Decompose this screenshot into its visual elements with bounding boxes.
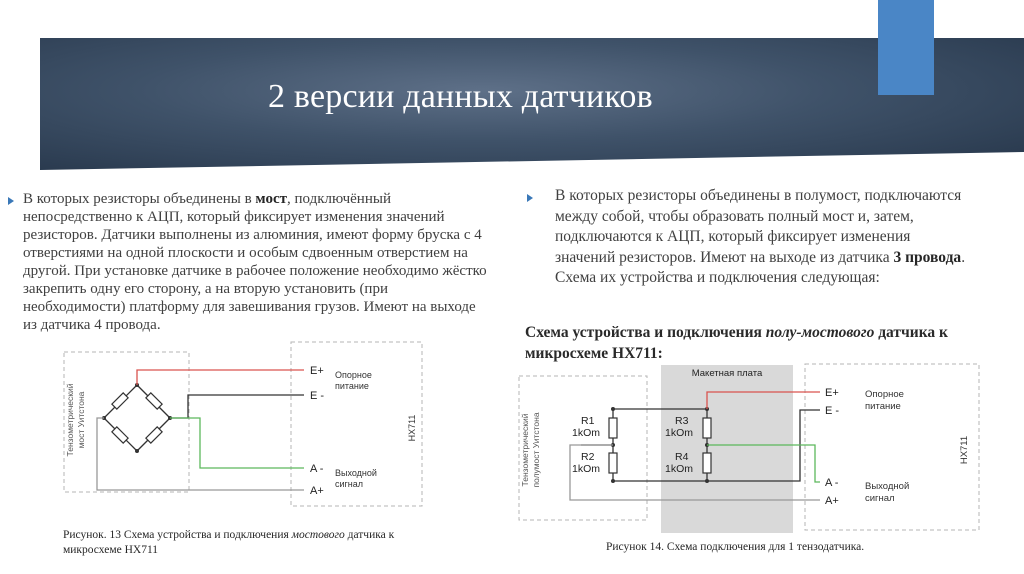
green-wire-a-minus (170, 418, 304, 468)
supply-label-2: питание (865, 401, 901, 412)
caption-text-b: датчика к (344, 529, 395, 541)
supply-label-1: Опорное (335, 370, 372, 380)
left-para-text-b: , подключённый непосредственно к АЦП, который фиксирует изменения значений резисторов. Датчики выполнены из алюминия, имеют форму бруска с 4 отверстиями на одной плоскости и особым сдвоенным отверстием на другой. При установке датчике в рабочее положение необходимо жёстко закрепить одну его сторону, а на вторую установить (при необходимости) платформу для завешивания грузов. Имеют на выходе из датчика 4 провода. (23, 191, 487, 333)
breadboard-label: Макетная плата (691, 368, 763, 379)
left-paragraph (23, 190, 493, 334)
heading-italic: полу-мостового (765, 324, 875, 341)
signal-label-1: Выходной (865, 481, 910, 492)
hx711-label: HX711 (959, 435, 970, 465)
pin-e-minus: E - (310, 390, 325, 402)
left-para-bold: мост (255, 191, 287, 207)
figure-13-caption-line1 (63, 528, 394, 542)
bullet-arrow-icon (527, 194, 533, 202)
caption-italic: мостового (291, 529, 345, 541)
caption-text-a: Рисунок. 13 Схема устройства и подключения (63, 529, 292, 541)
r3-value: 1kOm (665, 427, 694, 439)
breadboard (661, 365, 793, 533)
pin-a-plus: A+ (310, 485, 324, 497)
banner-wedge (40, 152, 1024, 170)
supply-label-2: питание (335, 381, 369, 391)
resistor-r3 (703, 418, 711, 438)
pin-a-minus: A - (825, 477, 839, 489)
hx711-label: HX711 (407, 414, 417, 442)
right-paragraph (555, 186, 970, 289)
red-wire-e-plus (137, 370, 304, 385)
pin-a-plus: A+ (825, 495, 839, 507)
accent-block (878, 0, 934, 95)
wheatstone-bridge (104, 385, 170, 451)
r2-value: 1kOm (572, 463, 601, 475)
bridge-nodes (102, 383, 172, 453)
supply-label-1: Опорное (865, 389, 904, 400)
figure-13-caption-line2: микросхеме HX711 (63, 544, 159, 556)
half-bridge-label-2: полумост Уитстона (531, 412, 541, 488)
black-wire-e-minus (170, 395, 304, 418)
right-heading (525, 322, 965, 364)
bullet-arrow-icon (8, 197, 14, 205)
signal-label-2: сигнал (865, 493, 895, 504)
resistor-r2 (609, 453, 617, 473)
figure-14-caption: Рисунок 14. Схема подключения для 1 тензодатчика. (606, 541, 865, 553)
pin-e-plus: E+ (825, 387, 839, 399)
signal-label-2: сигнал (335, 479, 364, 489)
r4-label: R4 (675, 451, 689, 463)
pin-e-minus: E - (825, 405, 840, 417)
r1-label: R1 (581, 415, 595, 427)
bridge-resistors (112, 393, 162, 443)
left-para-text-a: В которых резисторы объединены в (23, 191, 256, 207)
r3-label: R3 (675, 415, 689, 427)
pin-e-plus: E+ (310, 365, 324, 377)
resistor-r1 (609, 418, 617, 438)
half-bridge-diagram (515, 362, 985, 536)
bridge-label-2: мост Уитстона (76, 391, 86, 449)
bridge-diagram (60, 340, 430, 510)
heading-text-a: Схема устройства и подключения (525, 324, 766, 341)
right-para-bold: 3 провода (893, 248, 962, 266)
r2-label: R2 (581, 451, 595, 463)
resistor-r4 (703, 453, 711, 473)
right-para-text-b: . Схема их устройства и подключения следующая: (555, 248, 966, 286)
heading-text-b: датчика к микросхеме HX711: (525, 324, 948, 362)
pin-a-minus: A - (310, 463, 324, 475)
signal-label-1: Выходной (335, 468, 377, 478)
half-bridge-label-1: Тензометрический (520, 413, 530, 487)
slide-title: 2 версии данных датчиков (268, 78, 653, 115)
right-para-text-a: В которых резисторы объединены в полумост, подключаются между собой, чтобы образовать полный мост и, затем, подключаются к АЦП, который фиксирует изменения значений резисторов. Имеют на выходе из датчика (555, 187, 962, 266)
r1-value: 1kOm (572, 427, 601, 439)
bridge-label-1: Тензометрический (65, 383, 75, 457)
r4-value: 1kOm (665, 463, 694, 475)
